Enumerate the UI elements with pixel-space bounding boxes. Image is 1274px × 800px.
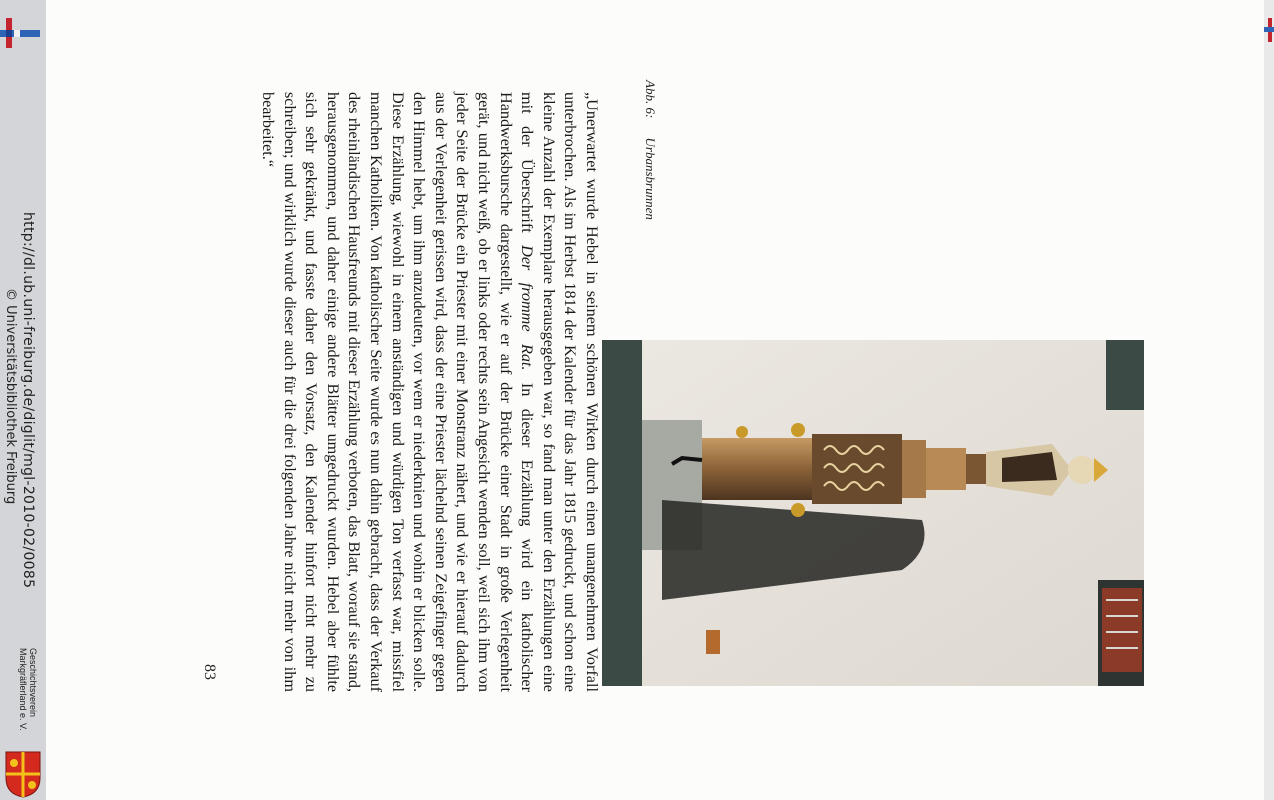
brand-line-1: Geschichtsverein <box>28 648 38 718</box>
urbansbrunnen-photo <box>602 340 1144 686</box>
source-url[interactable]: http://dl.ub.uni-freiburg.de/diglit/mgl-2010-02/0085 <box>20 212 36 589</box>
text-part-1: „Unerwartet wurde Hebel in seinem schönen Wirken durch einen unangenehmen Vorfall unterbrochen. Als im Herbst 1814 der Kalender für das Jahr 1815 gedruckt, und schon eine kleine Anzahl der Exemplare herausgegeben war, so fand man unter den Erzählungen eine mit der Überschrift <box>518 92 601 692</box>
coat-of-arms-icon <box>4 750 42 798</box>
color-control-bar-icon <box>1264 18 1274 42</box>
publisher-brand <box>18 648 38 731</box>
figure-number: Abb. 6: <box>643 80 658 119</box>
color-control-bar-icon <box>0 14 40 52</box>
copyright-notice: © Universitätsbibliothek Freiburg <box>3 288 18 505</box>
story-title: Der fromme Rat. <box>518 245 537 371</box>
next-page-gutter <box>1264 0 1274 800</box>
figure-title: Urbansbrunnen <box>643 137 658 220</box>
body-text <box>257 92 603 692</box>
source-margin <box>0 0 46 800</box>
text-part-2: In dieser Erzählung wird ein katholischer Handwerksbursche dargestellt, wie er auf der Brücke einer Stadt in große Verlegenheit gerät, und nicht weiß, ob er links oder rechts sein Angesicht wenden soll, weil sich ihm von jeder Seite der Brücke ein Priester mit einer Monstranz nähert, und wie er hierauf dadurch aus der Verlegenheit gerissen wird, dass der eine Priester lächelnd seinen Zeigefinger gegen den Himmel hebt, um ihm anzudeuten, vor wem er niederknien und wohin er blicken solle. Diese Erzählung, wiewohl in einem anständigen und würdigen Ton verfasst war, missfiel manchen Katholiken. Von katholischer Seite wurde es nun dahin gebracht, dass der Verkauf des rheinländischen Hausfreunds mit dieser Erzählung verboten, das Blatt, worauf sie stand, herausgenommen, und daher einige andere Blätter umgedruckt wurden. Hebel aber fühlte sich sehr gekränkt, und fasste daher den Vorsatz, den Kalender hinfort nicht mehr zu schreiben; und wirklich wurde dieser auch für die drei folgenden Jahre nicht mehr von ihm bearbeitet.“ <box>259 92 537 693</box>
quote-paragraph <box>257 92 603 692</box>
figure-caption <box>642 80 658 220</box>
brand-line-2: Markgräflerland e. V. <box>18 648 28 731</box>
page-number: 83 <box>201 664 218 680</box>
book-page <box>46 0 1264 800</box>
